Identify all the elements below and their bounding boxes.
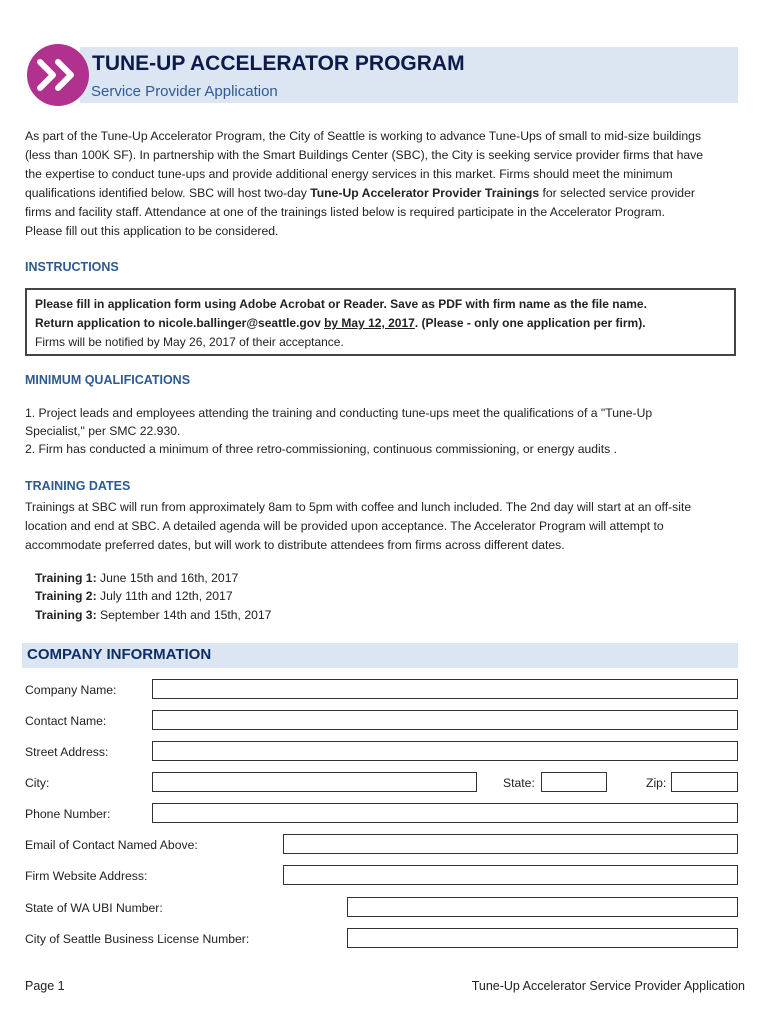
state-field[interactable] [541,772,607,792]
company-name-field[interactable] [152,679,738,699]
ubi-field[interactable] [347,897,738,917]
training-line: location and end at SBC. A detailed agenda will be provided upon acceptance. The Accelerator Program will attempt to [25,519,664,533]
page-title: TUNE-UP ACCELERATOR PROGRAM [92,52,465,75]
city-label: City: [25,776,50,790]
training-line: Trainings at SBC will run from approximately 8am to 5pm with coffee and lunch included. The 2nd day will start at an off-site [25,500,692,514]
qualifications-list [25,404,745,458]
qualification-item: 1. Project leads and employees attending the training and conducting tune-ups meet the qualifications of a "Tune-Up [25,406,653,420]
deadline: by May 12, 2017 [324,316,415,330]
contact-name-field[interactable] [152,710,738,730]
email-field[interactable] [283,834,738,854]
training-name-emphasis: Tune-Up Accelerator Provider Trainings [310,186,540,200]
instruction-line: Please fill in application form using Adobe Acrobat or Reader. Save as PDF with firm name as the file name. [35,297,647,311]
training-paragraph [25,498,745,555]
training-line: accommodate preferred dates, but will work to distribute attendees from firms across different dates. [25,538,565,552]
intro-line: firms and facility staff. Attendance at one of the trainings listed below is required participate in the Accelerator Program. [25,205,665,219]
contact-name-label: Contact Name: [25,714,107,728]
license-label: City of Seattle Business License Number: [25,932,250,946]
intro-line: Please fill out this application to be considered. [25,224,279,238]
phone-field[interactable] [152,803,738,823]
zip-field[interactable] [671,772,738,792]
company-name-label: Company Name: [25,683,117,697]
instructions-heading: INSTRUCTIONS [25,260,119,274]
qualification-item: 2. Firm has conducted a minimum of three retro-commissioning, continuous commissioning, or energy audits . [25,442,618,456]
intro-line: (less than 100K SF). In partnership with the Smart Buildings Center (SBC), the City is seeking service provider firms that have [25,148,704,162]
website-field[interactable] [283,865,738,885]
training-session: Training 3: September 14th and 15th, 2017 [35,608,272,622]
training-heading: TRAINING DATES [25,479,131,493]
footer-title: Tune-Up Accelerator Service Provider Application [471,979,745,993]
instruction-line: Return application to nicole.ballinger@seattle.gov by May 12, 2017. (Please - only one application per firm). [35,316,646,330]
program-logo [27,44,89,106]
qualifications-heading: MINIMUM QUALIFICATIONS [25,373,191,387]
email-label: Email of Contact Named Above: [25,838,198,852]
street-address-field[interactable] [152,741,738,761]
license-field[interactable] [347,928,738,948]
intro-paragraph [25,127,745,241]
double-chevron-icon [36,59,80,91]
street-address-label: Street Address: [25,745,109,759]
page-subtitle: Service Provider Application [91,83,278,100]
zip-label: Zip: [646,776,667,790]
intro-line: qualifications identified below. SBC will host two-day Tune-Up Accelerator Provider Trainings for selected service provider [25,186,695,200]
city-field[interactable] [152,772,477,792]
intro-line: the expertise to conduct tune-ups and provide additional energy services in this market. Firms should meet the minimum [25,167,673,181]
instructions-text [35,295,647,352]
company-heading: COMPANY INFORMATION [27,646,212,663]
website-label: Firm Website Address: [25,869,148,883]
state-label: State: [503,776,535,790]
training-session: Training 1: June 15th and 16th, 2017 [35,571,239,585]
phone-label: Phone Number: [25,807,111,821]
training-session: Training 2: July 11th and 12th, 2017 [35,589,233,603]
qualification-item: Specialist," per SMC 22.930. [25,424,181,438]
page-number: Page 1 [25,979,65,993]
ubi-label: State of WA UBI Number: [25,901,163,915]
intro-line: As part of the Tune-Up Accelerator Program, the City of Seattle is working to advance Tune-Ups of small to mid-size buildings [25,129,702,143]
instruction-line: Firms will be notified by May 26, 2017 of their acceptance. [35,335,344,349]
